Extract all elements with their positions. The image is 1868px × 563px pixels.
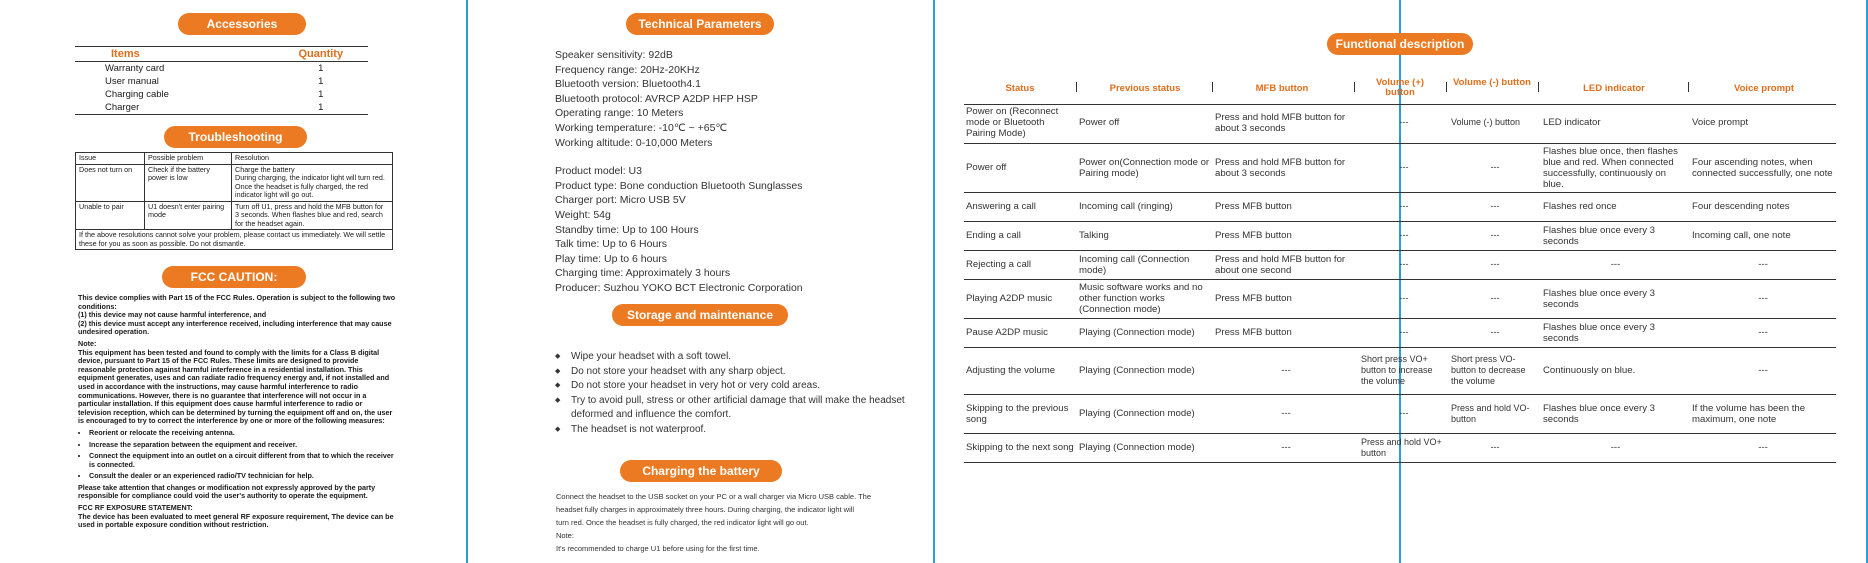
charging-text: Connect the headset to the USB socket on your PC or a wall charger via Micro USB cable. The headset fully charges in approximately three hours. During charging, the indicator light will turn red. Once the headset is fully charged, the red indicator light will go out. Note: It's recommended to charge U1 before using for the first time. xyxy=(556,492,872,553)
table-cell: --- xyxy=(1449,143,1541,192)
acc-header-items: Items xyxy=(75,47,214,62)
functional-title: Functional description xyxy=(1327,33,1473,55)
table-row xyxy=(964,433,1836,462)
list-item: • Connect the equipment into an outlet on a circuit different from that to which the receiver is connected. xyxy=(89,452,396,469)
param-line: Bluetooth version: Bluetooth4.1 xyxy=(555,78,701,91)
table-cell: --- xyxy=(1359,318,1449,347)
table-cell: Power off xyxy=(964,143,1077,192)
fd-header-volume-minus: Volume (-) button xyxy=(1453,77,1531,88)
table-row xyxy=(964,279,1836,318)
table-cell: --- xyxy=(1449,250,1541,279)
table-cell: --- xyxy=(1449,433,1541,462)
table-cell: Music software works and no other function works (Connection mode) xyxy=(1077,279,1213,318)
table-cell: Four ascending notes, when connected successfully, one note xyxy=(1690,143,1836,192)
table-row: Does not turn on Check if the battery power is low Charge the battery During charging, the indicator light will turn red. Once the headset is fully charged, the red indicator light will go out. xyxy=(76,164,393,201)
table-row xyxy=(964,318,1836,347)
param-line: Charger port: Micro USB 5V xyxy=(555,194,686,207)
ts-header-issue: Issue xyxy=(76,153,145,165)
table-cell: Adjusting the volume xyxy=(964,347,1077,394)
table-cell: --- xyxy=(1449,279,1541,318)
table-cell: --- xyxy=(1359,103,1449,143)
table-row: Unable to pair U1 doesn't enter pairing mode Turn off U1, press and hold the MFB button for 3 seconds. When flashes blue and red, search for the headset again. xyxy=(76,201,393,230)
table-row xyxy=(964,143,1836,192)
table-row xyxy=(964,347,1836,394)
param-line: Frequency range: 20Hz-20KHz xyxy=(555,63,700,76)
table-cell: Short press VO- button to decrease the volume xyxy=(1449,347,1541,394)
table-cell: --- xyxy=(1359,192,1449,221)
table-cell: Continuously on blue. xyxy=(1541,347,1690,394)
table-cell: Playing (Connection mode) xyxy=(1077,347,1213,394)
param-line: Speaker sensitivity: 92dB xyxy=(555,49,673,61)
fcc-section xyxy=(78,294,396,533)
table-cell: Pause A2DP music xyxy=(964,318,1077,347)
technical-params xyxy=(555,48,915,296)
header-separator xyxy=(1688,82,1689,92)
table-cell: --- xyxy=(1449,221,1541,250)
troubleshooting-table xyxy=(75,152,393,250)
list-item: ◆ Try to avoid pull, stress or other artificial damage that will make the headset deformed and influence the comfort. xyxy=(555,394,915,423)
param-line: Talk time: Up to 6 Hours xyxy=(555,238,668,251)
list-item: • Consult the dealer or an experienced radio/TV technician for help. xyxy=(89,472,396,481)
troubleshooting-title: Troubleshooting xyxy=(164,126,307,148)
header-separator xyxy=(1538,82,1539,92)
param-line: Weight: 54g xyxy=(555,208,611,221)
header-separator xyxy=(1354,82,1355,92)
table-cell: Press and hold MFB button for about one second xyxy=(1213,250,1359,279)
table-cell: Power off xyxy=(1077,103,1213,143)
table-cell: Answering a call xyxy=(964,192,1077,221)
table-row xyxy=(964,250,1836,279)
fcc-warning: Please take attention that changes or modification not expressly approved by the party responsible for compliance could void the user's authority to operate the equipment. xyxy=(78,482,376,501)
table-cell: Flashes blue once every 3 seconds xyxy=(1541,221,1690,250)
table-cell: LED indicator xyxy=(1541,103,1690,143)
table-cell: --- xyxy=(1690,433,1836,462)
list-item: • Reorient or relocate the receiving antenna. xyxy=(89,429,396,438)
table-cell: Skipping to the next song xyxy=(964,433,1077,462)
fcc-rf-text: The device has been evaluated to meet general RF exposure requirement, The device can be used in portable exposure condition without restriction. xyxy=(78,511,394,530)
table-cell: Incoming call (ringing) xyxy=(1077,192,1213,221)
storage-title: Storage and maintenance xyxy=(612,304,788,326)
fcc-condition-1: (1) this device may not cause harmful interference, and xyxy=(78,310,267,320)
table-row: If the above resolutions cannot solve your problem, please contact us immediately. We will settle these for you as soon as possible. Do not dismantle. xyxy=(76,230,393,250)
param-line: Working temperature: -10℃ ~ +65℃ xyxy=(555,121,728,134)
table-cell: Ending a call xyxy=(964,221,1077,250)
header-separator xyxy=(1212,82,1213,92)
table-cell: --- xyxy=(1690,279,1836,318)
table-cell: --- xyxy=(1359,279,1449,318)
table-cell: --- xyxy=(1541,250,1690,279)
table-cell: Press and hold VO- button xyxy=(1449,394,1541,433)
table-cell: Power on (Reconnect mode or Bluetooth Pairing Mode) xyxy=(964,103,1077,143)
fd-header-previous: Previous status xyxy=(1109,83,1181,94)
list-item: ◆ Wipe your headset with a soft towel. xyxy=(555,350,915,365)
table-cell: Power on(Connection mode or Pairing mode) xyxy=(1077,143,1213,192)
table-cell: --- xyxy=(1449,318,1541,347)
table-cell: If the volume has been the maximum, one note xyxy=(1690,394,1836,433)
param-line: Bluetooth protocol: AVRCP A2DP HFP HSP xyxy=(555,92,758,105)
table-cell: --- xyxy=(1690,250,1836,279)
table-cell: --- xyxy=(1213,394,1359,433)
fd-header-mfb: MFB button xyxy=(1255,83,1309,94)
table-cell: --- xyxy=(1449,192,1541,221)
table-cell: Volume (-) button xyxy=(1449,103,1541,143)
functional-table xyxy=(964,103,1836,463)
param-line: Producer: Suzhou YOKO BCT Electronic Corporation xyxy=(555,281,803,294)
table-cell: Flashes blue once every 3 seconds xyxy=(1541,394,1690,433)
table-row: Warranty card 1 xyxy=(105,63,324,74)
table-cell: Press and hold MFB button for about 3 seconds xyxy=(1213,103,1359,143)
header-separator xyxy=(1076,82,1077,92)
page-divider-1 xyxy=(466,0,468,563)
fcc-intro: This device complies with Part 15 of the FCC Rules. Operation is subject to the following two conditions: xyxy=(78,293,396,311)
fcc-note: This equipment has been tested and found to comply with the limits for a Class B digital device, pursuant to Part 15 of the FCC Rules. These limits are designed to provide reasonable protection against harmful interference in a residential installation. This equipment generates, uses and can radiate radio frequency energy and, if not installed and used in accordance with the instructions, may cause harmful interference to radio communications. However, there is no guarantee that interference will not occur in a particular installation. If this equipment does cause harmful interference to radio or television reception, which can be determined by turning the equipment off and on, the user is encouraged to try to correct the interference by one or more of the following measures: xyxy=(78,347,393,426)
table-cell: Voice prompt xyxy=(1690,103,1836,143)
table-cell: Press MFB button xyxy=(1213,192,1359,221)
list-item: • Increase the separation between the equipment and receiver. xyxy=(89,441,396,450)
accessories-table xyxy=(75,46,368,115)
table-cell: --- xyxy=(1359,221,1449,250)
table-cell: --- xyxy=(1541,433,1690,462)
table-cell: --- xyxy=(1690,318,1836,347)
list-item: ◆ Do not store your headset with any sharp object. xyxy=(555,365,915,380)
fcc-rf-title: FCC RF EXPOSURE STATEMENT: xyxy=(78,503,193,513)
table-row: Charging cable 1 xyxy=(105,89,324,100)
charging-title: Charging the battery xyxy=(620,460,782,482)
table-cell: Incoming call, one note xyxy=(1690,221,1836,250)
table-cell: Playing (Connection mode) xyxy=(1077,394,1213,433)
table-cell: Flashes red once xyxy=(1541,192,1690,221)
fcc-note-label: Note: xyxy=(78,338,97,348)
fd-header-led: LED indicator xyxy=(1583,83,1645,94)
table-cell: --- xyxy=(1213,347,1359,394)
table-row xyxy=(964,192,1836,221)
acc-header-quantity: Quantity xyxy=(214,47,368,62)
param-line: Charging time: Approximately 3 hours xyxy=(555,267,731,280)
param-line: Product model: U3 xyxy=(555,165,642,178)
header-separator xyxy=(1446,82,1447,92)
list-item: ◆ Do not store your headset in very hot or very cold areas. xyxy=(555,379,915,394)
fcc-measures xyxy=(78,429,396,481)
table-cell: Talking xyxy=(1077,221,1213,250)
fcc-title: FCC CAUTION: xyxy=(162,266,306,288)
table-cell: --- xyxy=(1359,143,1449,192)
table-cell: Playing (Connection mode) xyxy=(1077,433,1213,462)
fd-header-volume-plus: Volume (+) button xyxy=(1375,77,1425,98)
table-cell: Rejecting a call xyxy=(964,250,1077,279)
technical-title: Technical Parameters xyxy=(626,13,774,35)
param-line: Working altitude: 0-10,000 Meters xyxy=(555,136,713,149)
param-line: Standby time: Up to 100 Hours xyxy=(555,223,699,236)
table-row xyxy=(964,103,1836,143)
table-cell: Press and hold VO+ button xyxy=(1359,433,1449,462)
storage-list xyxy=(555,350,915,437)
table-row: User manual 1 xyxy=(105,76,324,87)
table-cell: --- xyxy=(1690,347,1836,394)
fd-header-status: Status xyxy=(1005,83,1035,94)
table-cell: --- xyxy=(1359,394,1449,433)
table-cell: Four descending notes xyxy=(1690,192,1836,221)
table-cell: --- xyxy=(1213,433,1359,462)
ts-header-resolution: Resolution xyxy=(232,153,393,165)
table-row xyxy=(964,394,1836,433)
table-cell: Flashes blue once, then flashes blue and red. When connected successfully, continuously on blue. xyxy=(1541,143,1690,192)
list-item: ◆ The headset is not waterproof. xyxy=(555,423,915,438)
table-cell: Playing (Connection mode) xyxy=(1077,318,1213,347)
table-cell: Press MFB button xyxy=(1213,221,1359,250)
table-cell: Incoming call (Connection mode) xyxy=(1077,250,1213,279)
param-line: Product type: Bone conduction Bluetooth Sunglasses xyxy=(555,179,803,192)
table-cell: Press MFB button xyxy=(1213,279,1359,318)
ts-header-problem: Possible problem xyxy=(145,153,232,165)
param-line: Operating range: 10 Meters xyxy=(555,107,684,120)
fd-header-voice: Voice prompt xyxy=(1734,83,1794,94)
table-cell: Skipping to the previous song xyxy=(964,394,1077,433)
table-cell: --- xyxy=(1359,250,1449,279)
table-cell: Flashes blue once every 3 seconds xyxy=(1541,318,1690,347)
table-cell: Flashes blue once every 3 seconds xyxy=(1541,279,1690,318)
page-divider-2 xyxy=(933,0,935,563)
accessories-title: Accessories xyxy=(178,13,306,35)
table-cell: Press and hold MFB button for about 3 seconds xyxy=(1213,143,1359,192)
fcc-condition-2: (2) this device must accept any interference received, including interference that may cause undesired operation. xyxy=(78,318,392,337)
table-cell: Short press VO+ button to increase the volume xyxy=(1359,347,1449,394)
table-cell: Press MFB button xyxy=(1213,318,1359,347)
table-row xyxy=(964,221,1836,250)
table-row: Charger 1 xyxy=(75,101,368,115)
table-cell: Playing A2DP music xyxy=(964,279,1077,318)
param-line: Play time: Up to 6 hours xyxy=(555,252,668,265)
